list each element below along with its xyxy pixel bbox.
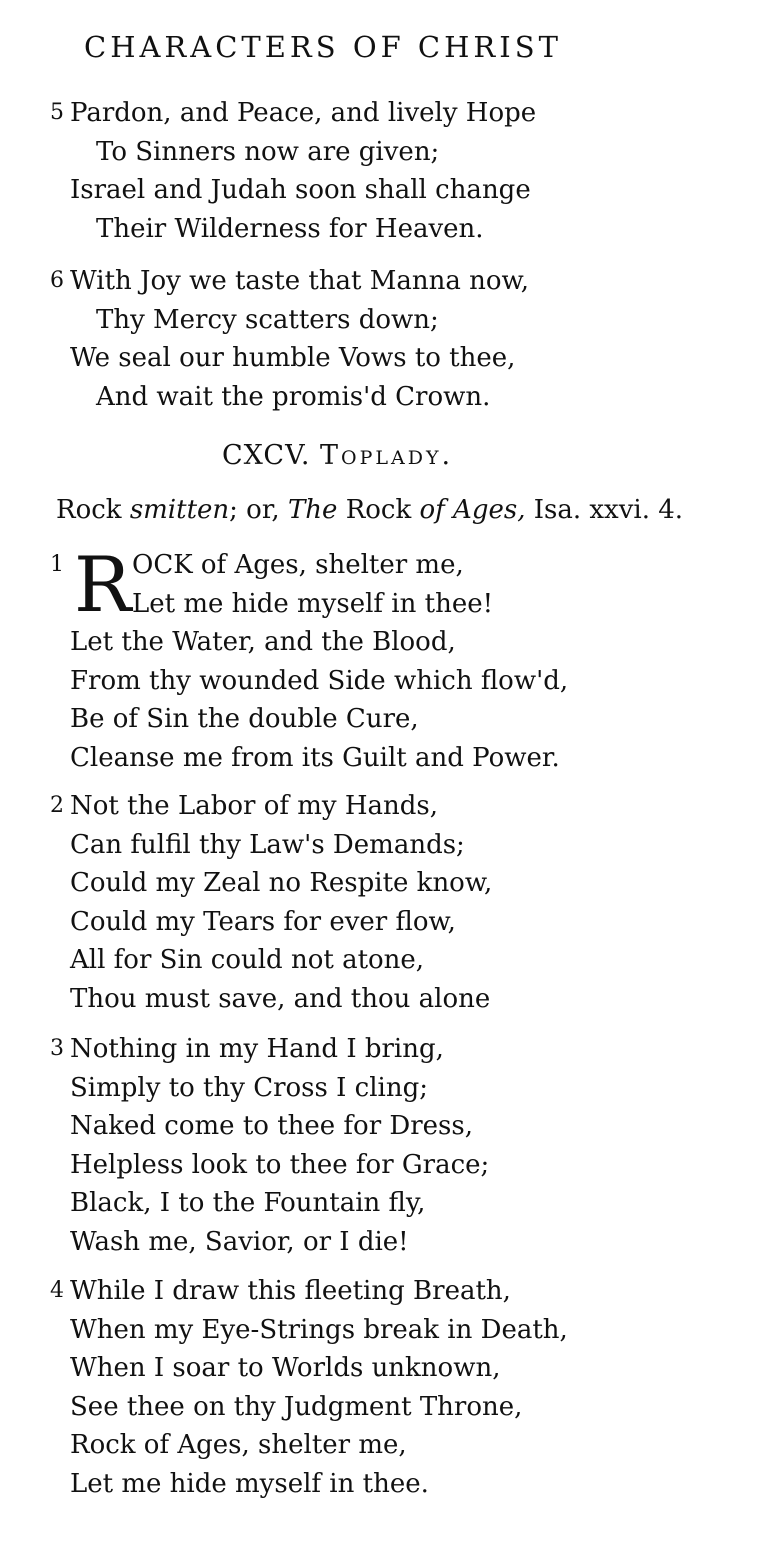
subtitle-part: ; or,	[229, 495, 288, 525]
subtitle-part: Rock	[345, 495, 420, 525]
verse-line	[50, 1030, 730, 1069]
line-text: With Joy we taste that Manna now,	[70, 266, 529, 296]
hymn-number: CXCV.	[222, 440, 311, 471]
verse-line: Could my Tears for ever flow,	[70, 906, 456, 937]
verse-line: See thee on thy Judgment Throne,	[70, 1391, 523, 1422]
verse-line: All for Sin could not atone,	[70, 945, 425, 975]
verse-line: And wait the promis'd Crown.	[96, 381, 491, 412]
stanza-number: 4	[50, 1278, 64, 1303]
verse-line: Wash me, Savior, or I die!	[70, 1226, 409, 1257]
verse-line	[50, 262, 730, 301]
verse-line: Let the Water, and the Blood,	[70, 627, 456, 657]
verse-line: Helpless look to thee for Grace;	[70, 1149, 490, 1180]
verse-line: When I soar to Worlds unknown,	[70, 1353, 501, 1383]
line-text: While I draw this fleeting Breath,	[70, 1276, 511, 1306]
subtitle-part: Rock	[56, 495, 130, 525]
stanza-number: 3	[50, 1036, 64, 1061]
verse-line	[50, 1272, 730, 1311]
verse-line: Thy Mercy scatters down;	[96, 304, 439, 335]
hymn-subtitle	[56, 495, 683, 525]
verse-line: Cleanse me from its Guilt and Power.	[70, 742, 560, 773]
verse-line: Could my Zeal no Respite know,	[70, 868, 493, 898]
subtitle-part: smitten	[129, 495, 230, 525]
running-head: CHARACTERS OF CHRIST	[84, 30, 562, 64]
verse-line	[50, 94, 730, 133]
line-text: Not the Labor of my Hands,	[70, 791, 439, 821]
verse-line: Black, I to the Fountain fly,	[70, 1188, 426, 1218]
line-text: Nothing in my Hand I bring,	[70, 1034, 444, 1064]
verse-line: Israel and Judah soon shall change	[70, 175, 531, 205]
verse-line: Let me hide myself in thee!	[132, 588, 494, 619]
verse-line: Rock of Ages, shelter me,	[70, 1430, 407, 1460]
verse-line: Simply to thy Cross I cling;	[70, 1072, 429, 1103]
stanza-1	[50, 540, 730, 777]
stanza-4	[50, 1272, 730, 1503]
subtitle-part: Isa. xxvi. 4.	[525, 495, 684, 525]
verse-line: Can fulfil thy Law's Demands;	[70, 829, 465, 860]
line-text: Pardon, and Peace, and lively Hope	[70, 98, 537, 128]
verse-line	[50, 787, 730, 826]
stanza-3	[50, 1030, 730, 1261]
stanza-number: 6	[50, 268, 64, 293]
stanza-number: 5	[50, 100, 64, 125]
hymn-author: Toplady.	[320, 440, 454, 471]
subtitle-part: of Ages,	[419, 495, 526, 525]
stanza-5	[50, 94, 730, 248]
verse-line: We seal our humble Vows to thee,	[70, 343, 516, 373]
stanza-number: 2	[50, 793, 64, 818]
verse-line: When my Eye-Strings break in Death,	[70, 1314, 568, 1345]
drop-cap: R	[74, 540, 132, 629]
verse-line: Be of Sin the double Cure,	[70, 704, 419, 734]
hymn-heading	[222, 440, 453, 471]
stanza-number: 1	[50, 552, 64, 577]
verse-line: Let me hide myself in thee.	[70, 1468, 429, 1499]
verse-line: To Sinners now are given;	[96, 136, 440, 167]
stanza-2	[50, 787, 730, 1018]
verse-line: Their Wilderness for Heaven.	[96, 213, 484, 244]
verse-line: From thy wounded Side which flow'd,	[70, 665, 569, 696]
subtitle-part: The	[287, 495, 346, 525]
verse-line: Thou must save, and thou alone	[70, 983, 491, 1014]
verse-line: Naked come to thee for Dress,	[70, 1111, 473, 1141]
stanza-6	[50, 262, 730, 416]
line-text: OCK of Ages, shelter me,	[132, 550, 464, 580]
